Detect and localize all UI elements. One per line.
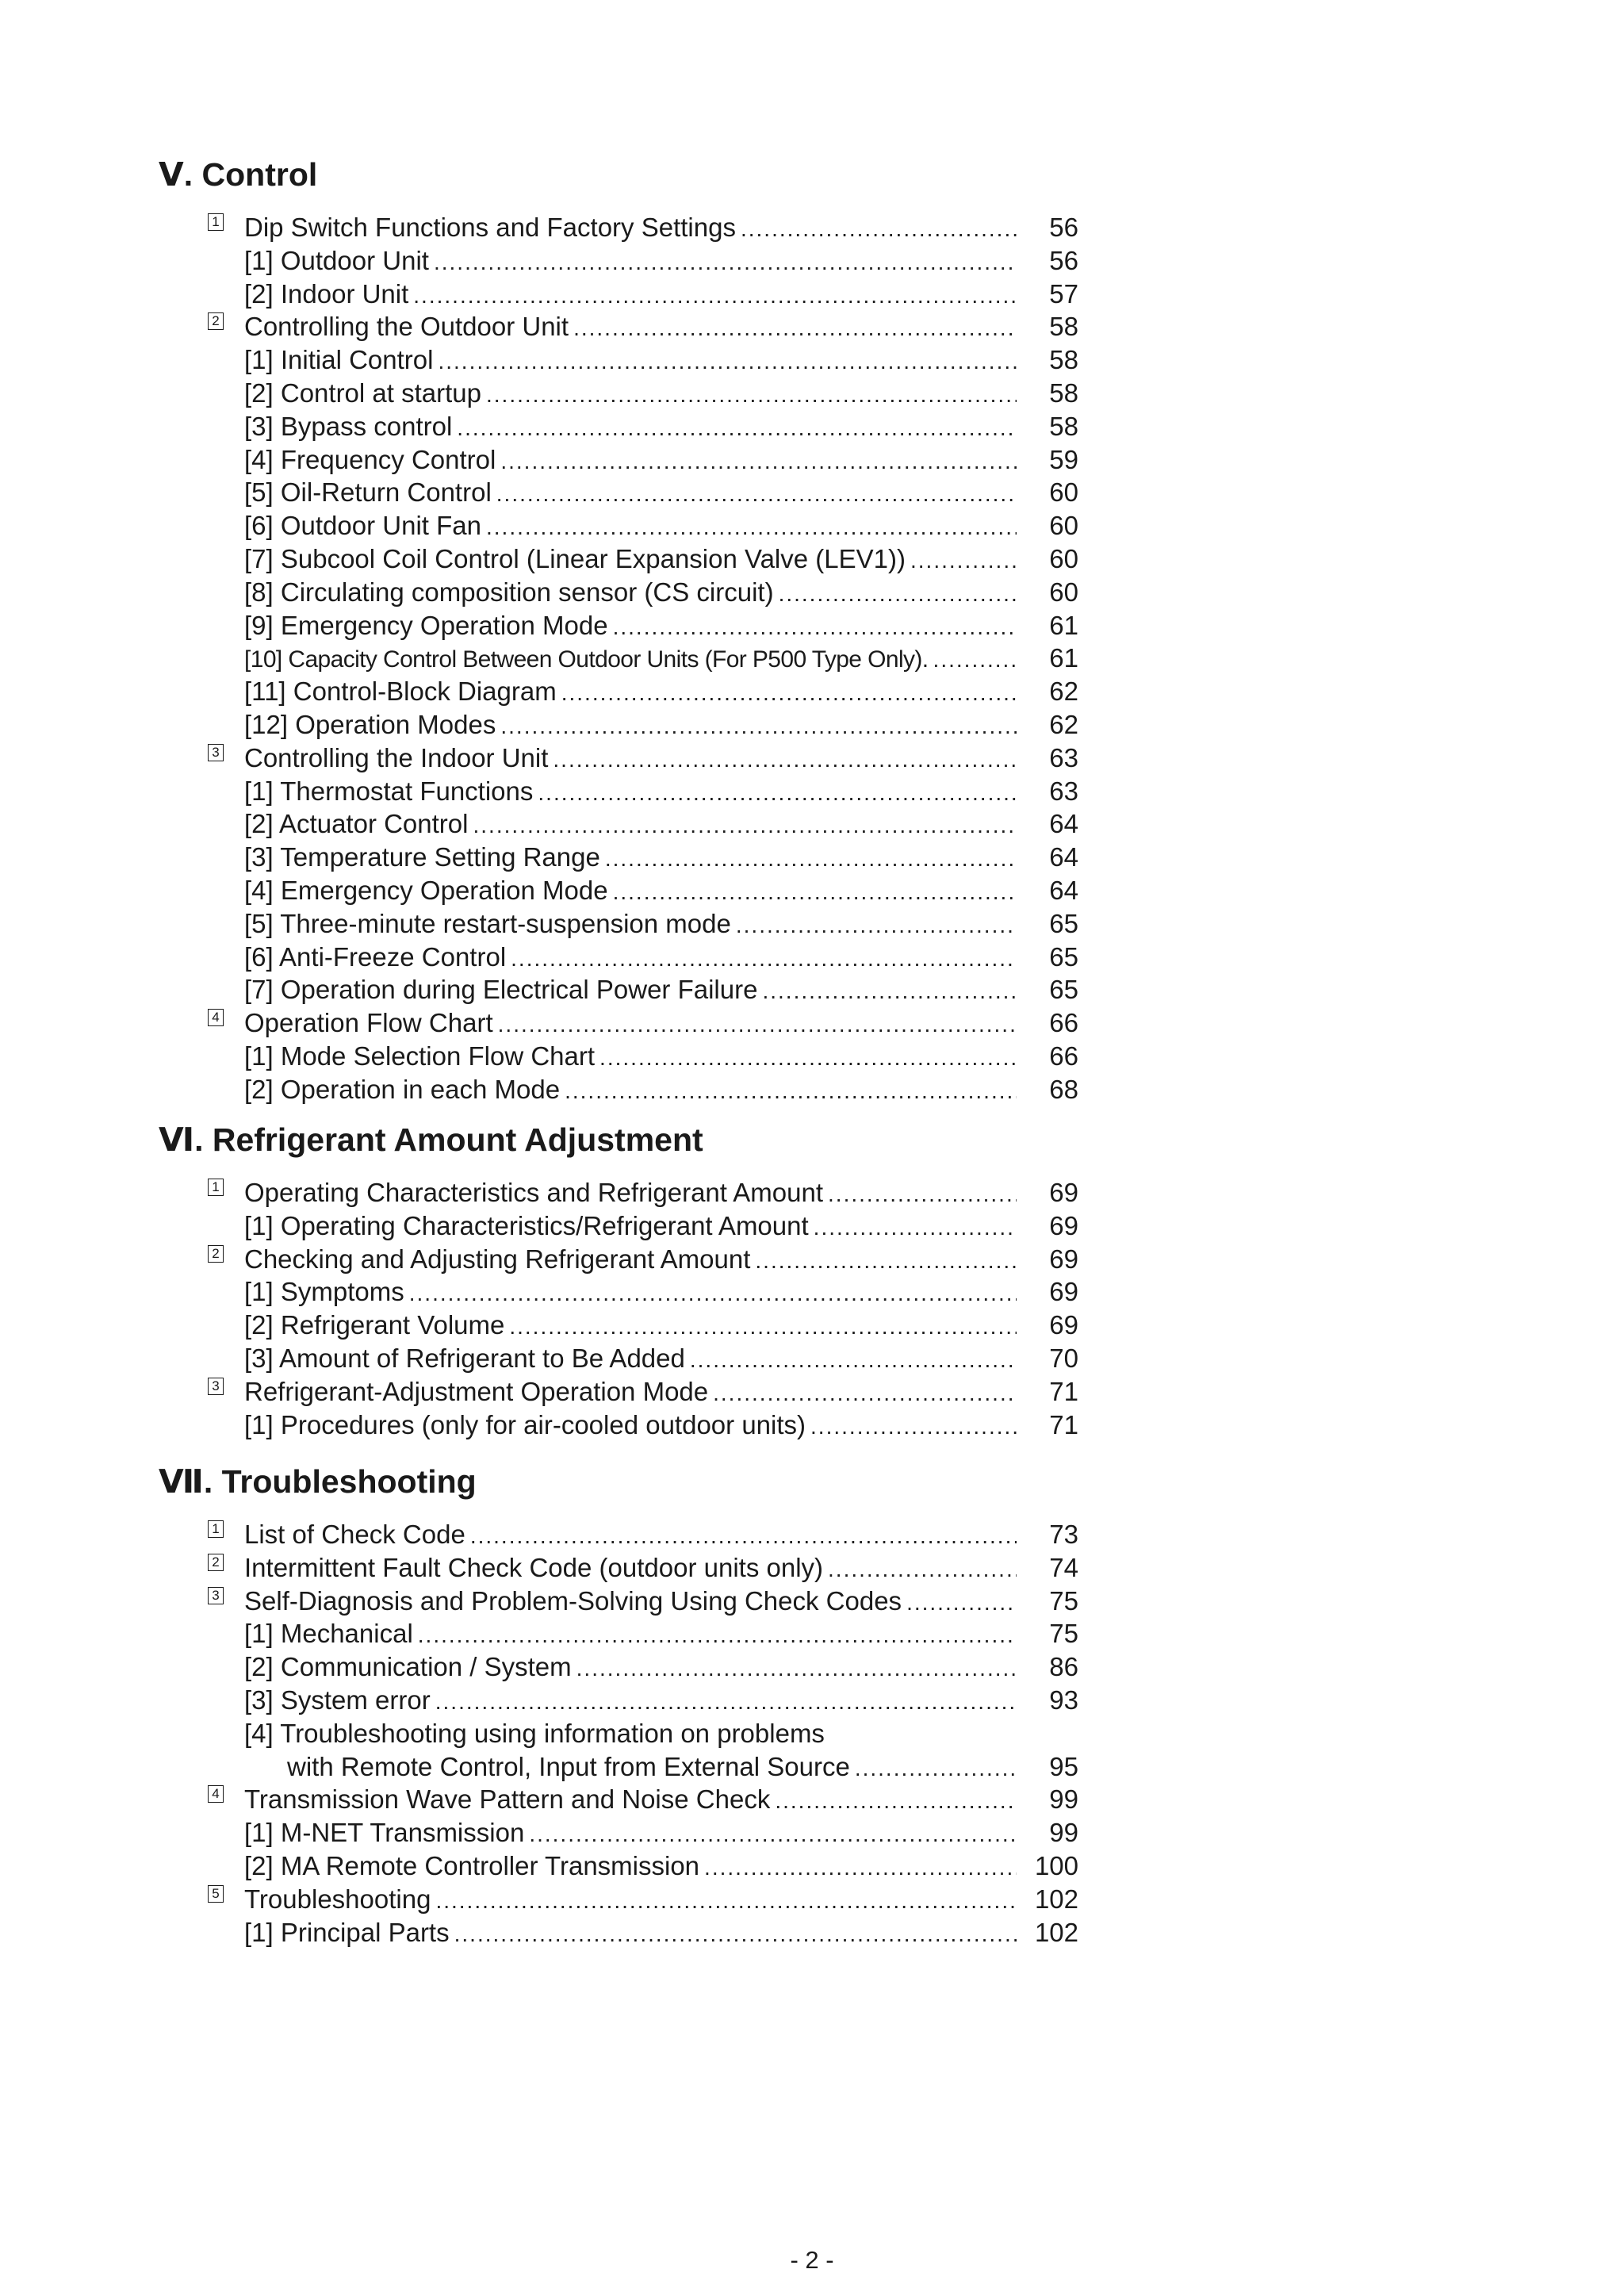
chapter-number-box: 1 <box>208 213 224 231</box>
page-number: 65 <box>1049 909 1078 938</box>
page-number: 71 <box>1049 1410 1078 1439</box>
chapter-number-box: 5 <box>208 1885 224 1903</box>
toc-subentry[interactable] <box>159 335 1078 374</box>
page-number: 61 <box>1049 643 1078 673</box>
toc-subentry[interactable] <box>159 435 1078 474</box>
entry-title: [2] MA Remote Controller Transmission <box>244 1851 700 1880</box>
toc-chapter-entry[interactable] <box>159 1168 1078 1207</box>
page-number: 59 <box>1049 445 1078 474</box>
chapter-number-box: 3 <box>208 744 224 761</box>
page-number: 66 <box>1049 1008 1078 1037</box>
chapter-number-box: 2 <box>208 312 224 330</box>
toc-subentry[interactable] <box>159 601 1078 640</box>
entry-title: [5] Oil-Return Control <box>244 477 492 507</box>
toc-subentry[interactable] <box>159 236 1078 275</box>
entry-title: [1] Outdoor Unit <box>244 246 429 275</box>
page-number: 95 <box>1049 1752 1078 1781</box>
entry-title: [2] Control at startup <box>244 378 481 408</box>
toc-subentry[interactable] <box>159 501 1078 540</box>
entry-title: with Remote Control, Input from External Source <box>287 1752 850 1781</box>
entry-title: Operating Characteristics and Refrigerant Amount <box>244 1178 824 1207</box>
entry-title: [1] Initial Control <box>244 345 434 374</box>
page-number: 74 <box>1049 1553 1078 1582</box>
chapter-number-box: 3 <box>208 1587 224 1604</box>
entry-title: [2] Communication / System <box>244 1652 572 1681</box>
page-number: 61 <box>1049 611 1078 640</box>
toc-subentry[interactable] <box>159 767 1078 806</box>
page-number: 68 <box>1049 1075 1078 1104</box>
entry-title: [7] Operation during Electrical Power Failure <box>244 975 758 1004</box>
entry-title: List of Check Code <box>244 1520 465 1549</box>
page-number: 69 <box>1049 1310 1078 1340</box>
entry-title: [8] Circulating composition sensor (CS circuit) <box>244 577 774 607</box>
page-number: 99 <box>1049 1818 1078 1847</box>
toc-chapter-entry[interactable] <box>159 1543 1078 1582</box>
page-number: 65 <box>1049 975 1078 1004</box>
toc-subentry[interactable] <box>159 866 1078 905</box>
entry-title: Controlling the Indoor Unit <box>244 743 549 772</box>
toc-subentry[interactable] <box>159 965 1078 1004</box>
toc-subentry[interactable] <box>159 1642 1078 1681</box>
entry-title: [3] Amount of Refrigerant to Be Added <box>244 1343 685 1373</box>
entry-title: [4] Emergency Operation Mode <box>244 876 608 905</box>
chapter-number-box: 3 <box>208 1378 224 1395</box>
toc-subentry[interactable] <box>159 1742 1078 1781</box>
page-number: 58 <box>1049 412 1078 441</box>
page-number: 93 <box>1049 1685 1078 1715</box>
toc-subentry[interactable] <box>159 1709 1078 1748</box>
page-number: 66 <box>1049 1041 1078 1071</box>
page-number: 56 <box>1049 213 1078 242</box>
page-number: 69 <box>1049 1277 1078 1306</box>
page-number: 63 <box>1049 776 1078 806</box>
page-number: 65 <box>1049 942 1078 972</box>
entry-title: [2] Operation in each Mode <box>244 1075 561 1104</box>
page-number: 62 <box>1049 677 1078 706</box>
entry-title: Self-Diagnosis and Problem-Solving Using Check Codes <box>244 1586 902 1616</box>
toc-subentry[interactable] <box>159 1334 1078 1373</box>
toc-subentry[interactable] <box>159 1808 1078 1847</box>
page-number: 75 <box>1049 1619 1078 1648</box>
dot-leader <box>810 1410 1017 1443</box>
page-number: 73 <box>1049 1520 1078 1549</box>
section-heading: Ⅶ. Troubleshooting <box>159 1463 477 1500</box>
toc-subentry[interactable] <box>159 833 1078 872</box>
chapter-number-box: 2 <box>208 1245 224 1263</box>
entry-title: Checking and Adjusting Refrigerant Amount <box>244 1244 751 1274</box>
entry-title: Intermittent Fault Check Code (outdoor units only) <box>244 1553 824 1582</box>
toc-chapter-entry[interactable] <box>159 1577 1078 1616</box>
page-number: 60 <box>1049 544 1078 573</box>
toc-chapter-entry[interactable] <box>159 1235 1078 1274</box>
entry-title: [3] System error <box>244 1685 431 1715</box>
toc-subentry[interactable] <box>159 700 1078 739</box>
toc-subentry[interactable] <box>159 1065 1078 1104</box>
entry-title: Controlling the Outdoor Unit <box>244 312 569 341</box>
toc-subentry[interactable] <box>159 535 1078 573</box>
toc-subentry[interactable] <box>159 1676 1078 1715</box>
entry-title: [1] Thermostat Functions <box>244 776 534 806</box>
toc-subentry[interactable] <box>159 568 1078 607</box>
page-number: 99 <box>1049 1784 1078 1814</box>
toc-chapter-entry[interactable] <box>159 1875 1078 1914</box>
dot-leader <box>565 1075 1017 1108</box>
entry-title: [9] Emergency Operation Mode <box>244 611 608 640</box>
page-number: 57 <box>1049 279 1078 309</box>
chapter-number-box: 2 <box>208 1554 224 1571</box>
page-number: 58 <box>1049 378 1078 408</box>
dot-leader <box>454 1918 1017 1951</box>
toc-subentry[interactable] <box>159 369 1078 408</box>
page-number: 102 <box>1034 1884 1078 1914</box>
chapter-number-box: 4 <box>208 1009 224 1026</box>
entry-title: [11] Control-Block Diagram <box>244 677 557 706</box>
toc-subentry[interactable] <box>159 1202 1078 1240</box>
page-number: 71 <box>1049 1377 1078 1406</box>
page-number: 102 <box>1034 1918 1078 1947</box>
toc-chapter-entry[interactable] <box>159 203 1078 242</box>
chapter-number-box: 1 <box>208 1179 224 1196</box>
section-heading: Ⅵ. Refrigerant Amount Adjustment <box>159 1121 703 1158</box>
entry-title: [2] Refrigerant Volume <box>244 1310 505 1340</box>
entry-title: Dip Switch Functions and Factory Settings <box>244 213 736 242</box>
entry-title: [1] Operating Characteristics/Refrigerant Amount <box>244 1211 809 1240</box>
page-number: 69 <box>1049 1178 1078 1207</box>
entry-title: [3] Bypass control <box>244 412 453 441</box>
entry-title: [1] M-NET Transmission <box>244 1818 525 1847</box>
page-number-footer: - 2 - <box>790 2246 834 2274</box>
toc-subentry[interactable] <box>159 468 1078 507</box>
toc-subentry[interactable] <box>159 1401 1078 1439</box>
page-number: 69 <box>1049 1244 1078 1274</box>
entry-title: [10] Capacity Control Between Outdoor Units (For P500 Type Only). <box>244 646 929 673</box>
page-number: 60 <box>1049 511 1078 540</box>
page-number: 75 <box>1049 1586 1078 1616</box>
entry-title: [5] Three-minute restart-suspension mode <box>244 909 731 938</box>
toc-chapter-entry[interactable] <box>159 999 1078 1037</box>
page-number: 60 <box>1049 477 1078 507</box>
entry-title: [1] Symptoms <box>244 1277 404 1306</box>
entry-title: Operation Flow Chart <box>244 1008 493 1037</box>
page-number: 100 <box>1034 1851 1078 1880</box>
page-number: 64 <box>1049 876 1078 905</box>
page-number: 69 <box>1049 1211 1078 1240</box>
toc-chapter-entry[interactable] <box>159 1775 1078 1814</box>
toc-subentry[interactable] <box>159 899 1078 938</box>
entry-title: [12] Operation Modes <box>244 710 496 739</box>
page-number: 70 <box>1049 1343 1078 1373</box>
entry-title: [1] Procedures (only for air-cooled outdoor units) <box>244 1410 806 1439</box>
section-heading: Ⅴ. Control <box>159 156 318 193</box>
toc-subentry[interactable] <box>159 1842 1078 1880</box>
entry-title: [2] Actuator Control <box>244 809 469 838</box>
entry-title: [1] Mode Selection Flow Chart <box>244 1041 596 1071</box>
entry-title: [3] Temperature Setting Range <box>244 842 600 872</box>
page-number: 86 <box>1049 1652 1078 1681</box>
chapter-number-box: 4 <box>208 1785 224 1803</box>
entry-title: [4] Frequency Control <box>244 445 496 474</box>
page-number: 60 <box>1049 577 1078 607</box>
toc-chapter-entry[interactable] <box>159 734 1078 772</box>
toc-subentry[interactable] <box>159 1032 1078 1071</box>
toc-subentry[interactable] <box>159 667 1078 706</box>
toc-subentry[interactable] <box>159 1609 1078 1648</box>
toc-subentry[interactable] <box>159 634 1078 673</box>
toc-subentry[interactable] <box>159 1267 1078 1306</box>
toc-subentry[interactable] <box>159 933 1078 972</box>
entry-title: [1] Mechanical <box>244 1619 413 1648</box>
entry-title: [7] Subcool Coil Control (Linear Expansion Valve (LEV1)) <box>244 544 906 573</box>
page-number: 58 <box>1049 345 1078 374</box>
toc-chapter-entry[interactable] <box>159 1367 1078 1406</box>
entry-title: Transmission Wave Pattern and Noise Check <box>244 1784 771 1814</box>
page-number: 64 <box>1049 842 1078 872</box>
page-number: 63 <box>1049 743 1078 772</box>
page-number: 62 <box>1049 710 1078 739</box>
toc-subentry[interactable] <box>159 1908 1078 1947</box>
entry-title: [2] Indoor Unit <box>244 279 409 309</box>
entry-title: [4] Troubleshooting using information on problems <box>244 1719 825 1748</box>
toc-subentry[interactable] <box>159 1301 1078 1340</box>
entry-title: [6] Outdoor Unit Fan <box>244 511 481 540</box>
entry-title: Troubleshooting <box>244 1884 431 1914</box>
toc-subentry[interactable] <box>159 402 1078 441</box>
entry-title: Refrigerant-Adjustment Operation Mode <box>244 1377 709 1406</box>
toc-chapter-entry[interactable] <box>159 1510 1078 1549</box>
page-number: 56 <box>1049 246 1078 275</box>
toc-chapter-entry[interactable] <box>159 302 1078 341</box>
toc-subentry[interactable] <box>159 799 1078 838</box>
entry-title: [1] Principal Parts <box>244 1918 450 1947</box>
chapter-number-box: 1 <box>208 1520 224 1538</box>
entry-title: [6] Anti-Freeze Control <box>244 942 507 972</box>
page-number: 64 <box>1049 809 1078 838</box>
toc-subentry[interactable] <box>159 270 1078 309</box>
page-number: 58 <box>1049 312 1078 341</box>
